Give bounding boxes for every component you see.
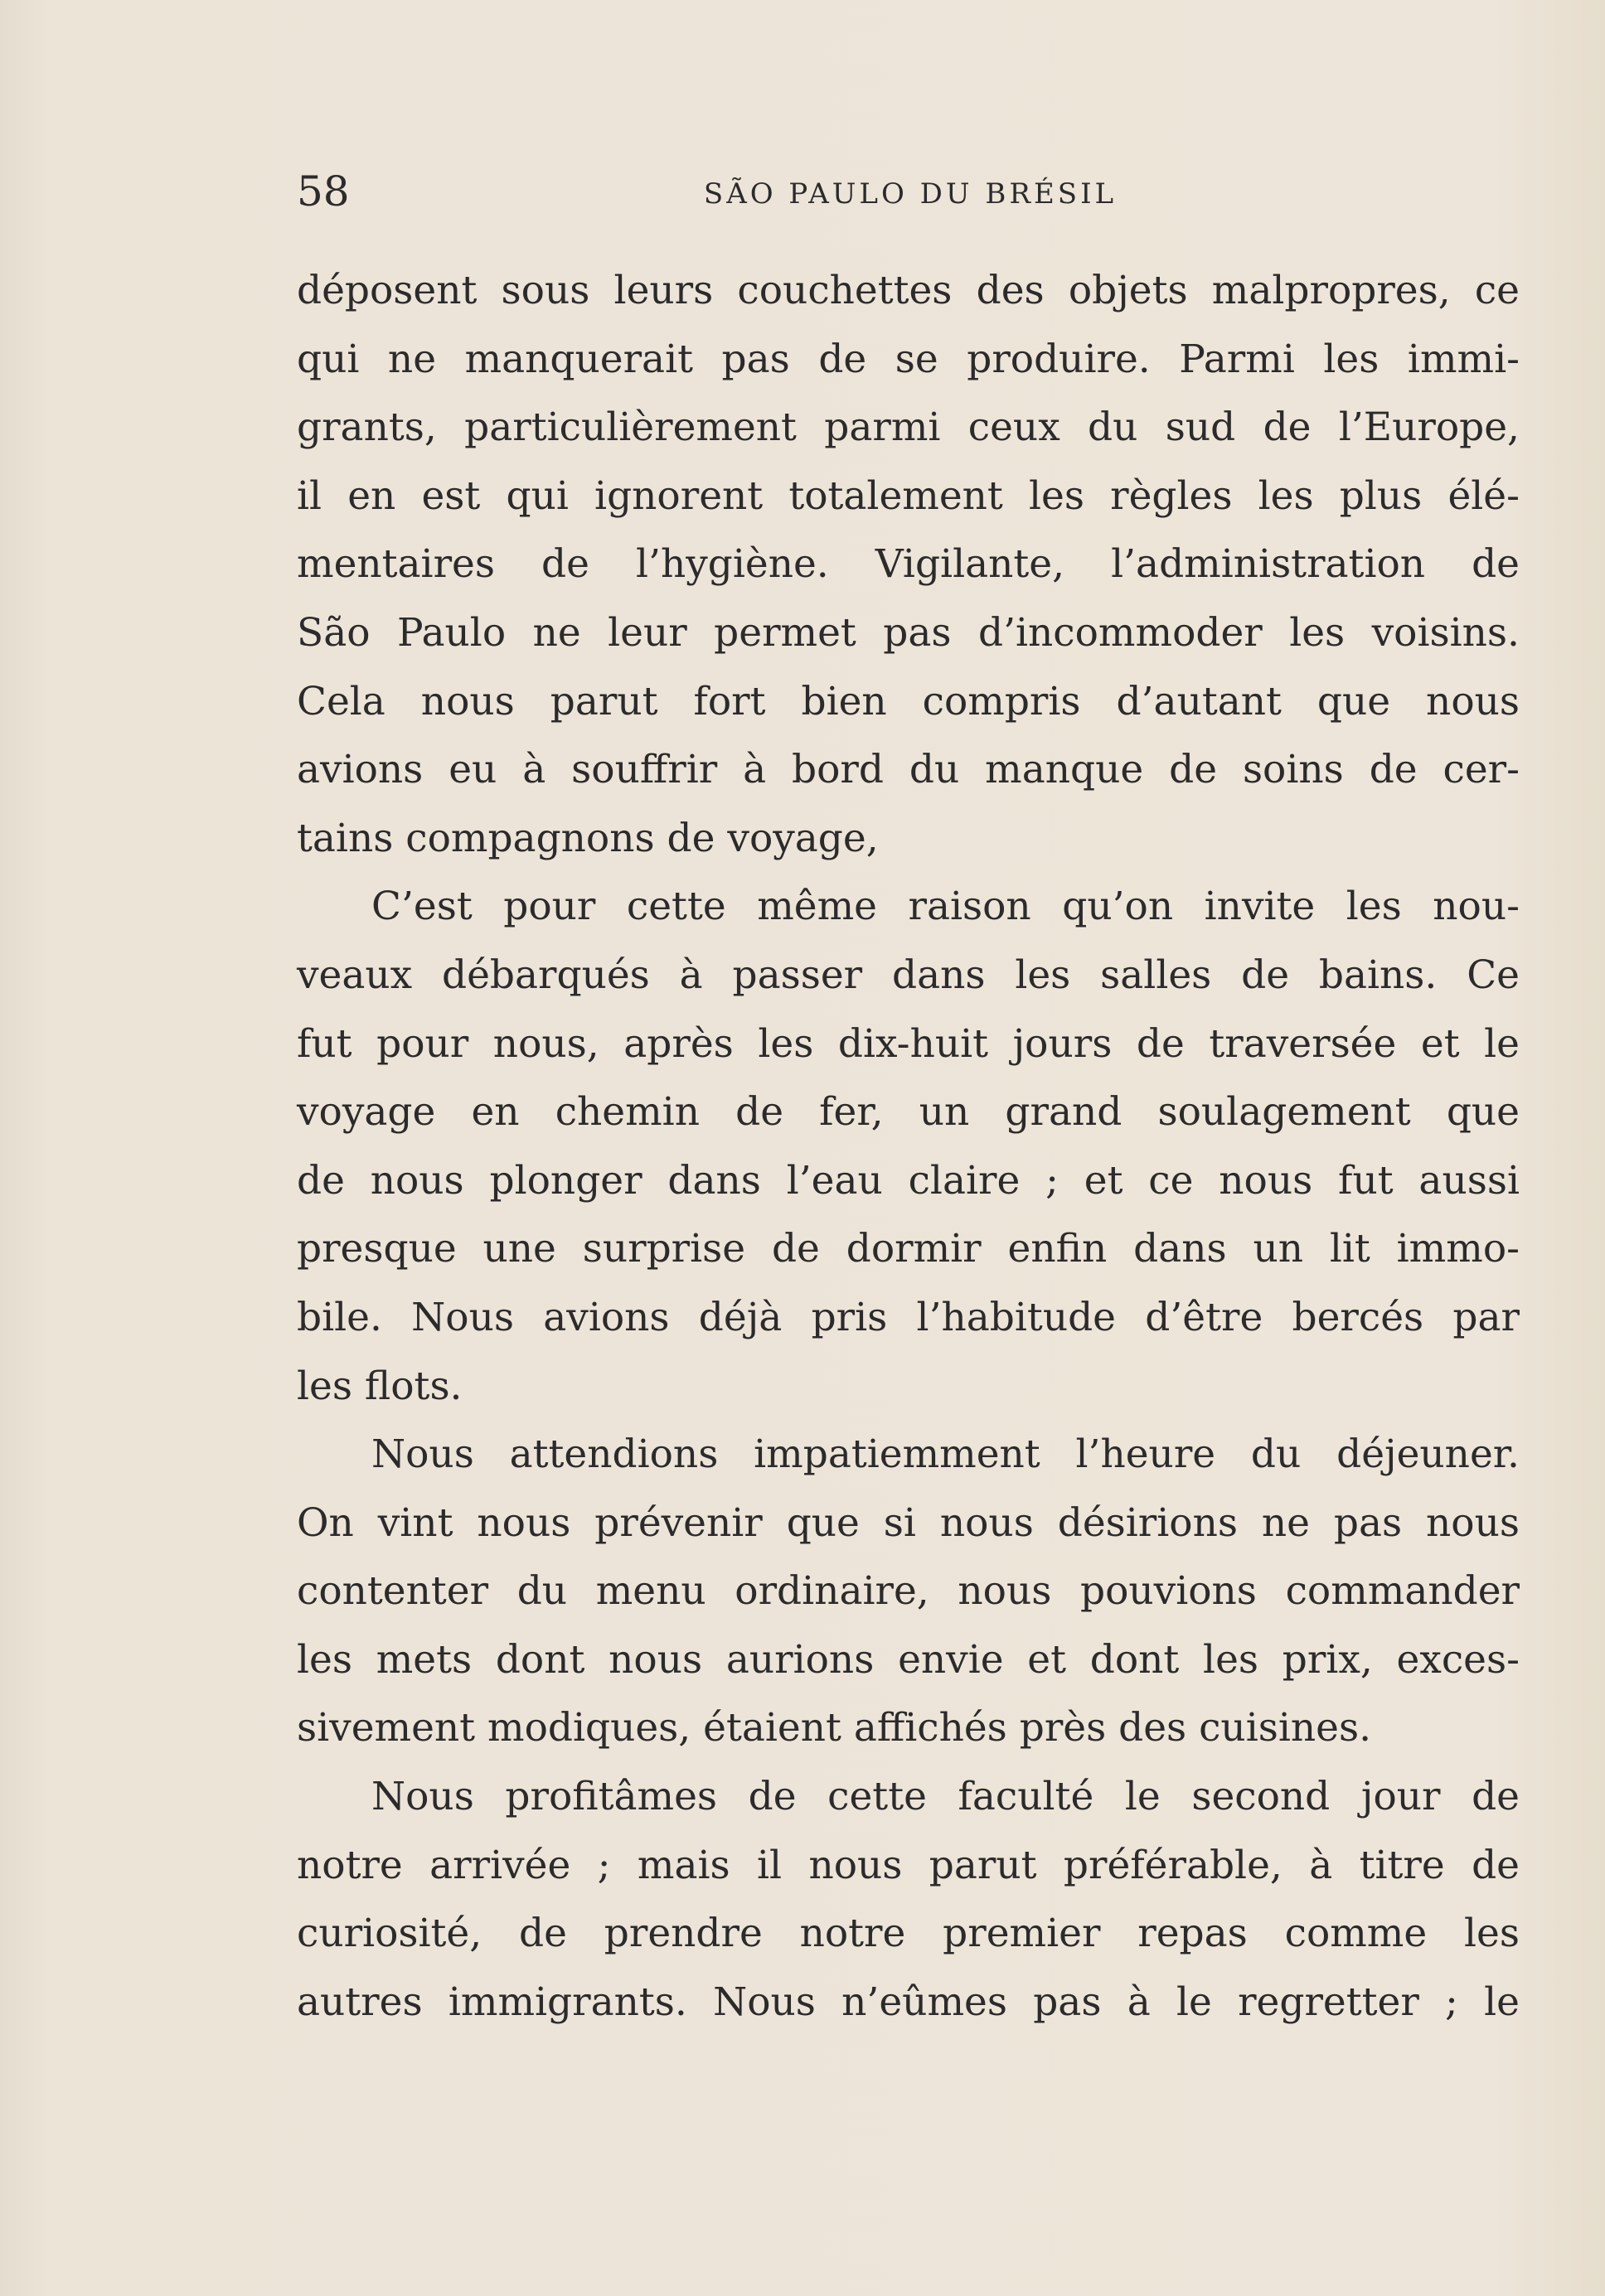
text-line: les mets dont nous aurions envie et dont les prix, exces- [297, 1636, 1520, 1683]
text-line: avions eu à souffrir à bord du manque de soins de cer- [297, 747, 1520, 793]
text-line: grants, particulièrement parmi ceux du sud de l’Europe, [297, 404, 1520, 451]
text-line: voyage en chemin de fer, un grand soulagement que [297, 1089, 1520, 1136]
text-line: Cela nous parut fort bien compris d’autant que nous [297, 678, 1520, 724]
text-line: il en est qui ignorent totalement les règles les plus élé- [297, 472, 1520, 519]
page-header [297, 162, 1524, 220]
text-line: bile. Nous avions déjà pris l’habitude d’être bercés par [297, 1294, 1520, 1340]
text-line: mentaires de l’hygiène. Vigilante, l’administration de [297, 541, 1520, 588]
page-number: 58 [297, 167, 350, 216]
text-line: Nous profitâmes de cette faculté le second jour de [371, 1774, 1520, 1820]
text-line: Nous attendions impatiemment l’heure du déjeuner. [371, 1431, 1520, 1478]
text-line: C’est pour cette même raison qu’on invite les nou- [371, 884, 1520, 930]
text-line: veaux débarqués à passer dans les salles de bains. Ce [297, 952, 1520, 998]
text-line: tains compagnons de voyage, [297, 815, 879, 861]
text-line: São Paulo ne leur permet pas d’incommoder les voisins. [297, 609, 1520, 656]
text-line: autres immigrants. Nous n’eûmes pas à le regretter ; le [297, 1979, 1520, 2025]
text-line: notre arrivée ; mais il nous parut préférable, à titre de [297, 1842, 1520, 1888]
text-line: de nous plonger dans l’eau claire ; et ce nous fut aussi [297, 1157, 1520, 1204]
running-title: SÃO PAULO DU BRÉSIL [703, 177, 1118, 211]
text-line: On vint nous prévenir que si nous désirions ne pas nous [297, 1499, 1520, 1546]
text-line: déposent sous leurs couchettes des objets malpropres, ce [297, 268, 1520, 313]
text-line: les flots. [297, 1363, 463, 1409]
text-line: sivement modiques, étaient affichés près des cuisines. [297, 1705, 1372, 1751]
text-line: fut pour nous, après les dix-huit jours de traversée et le [297, 1020, 1520, 1067]
body-text [297, 257, 1520, 2037]
text-line: qui ne manquerait pas de se produire. Parmi les immi- [297, 336, 1520, 382]
text-line: presque une surprise de dormir enfin dans un lit immo- [297, 1226, 1520, 1272]
text-line: contenter du menu ordinaire, nous pouvions commander [297, 1568, 1520, 1615]
text-line: curiosité, de prendre notre premier repas comme les [297, 1911, 1520, 1957]
